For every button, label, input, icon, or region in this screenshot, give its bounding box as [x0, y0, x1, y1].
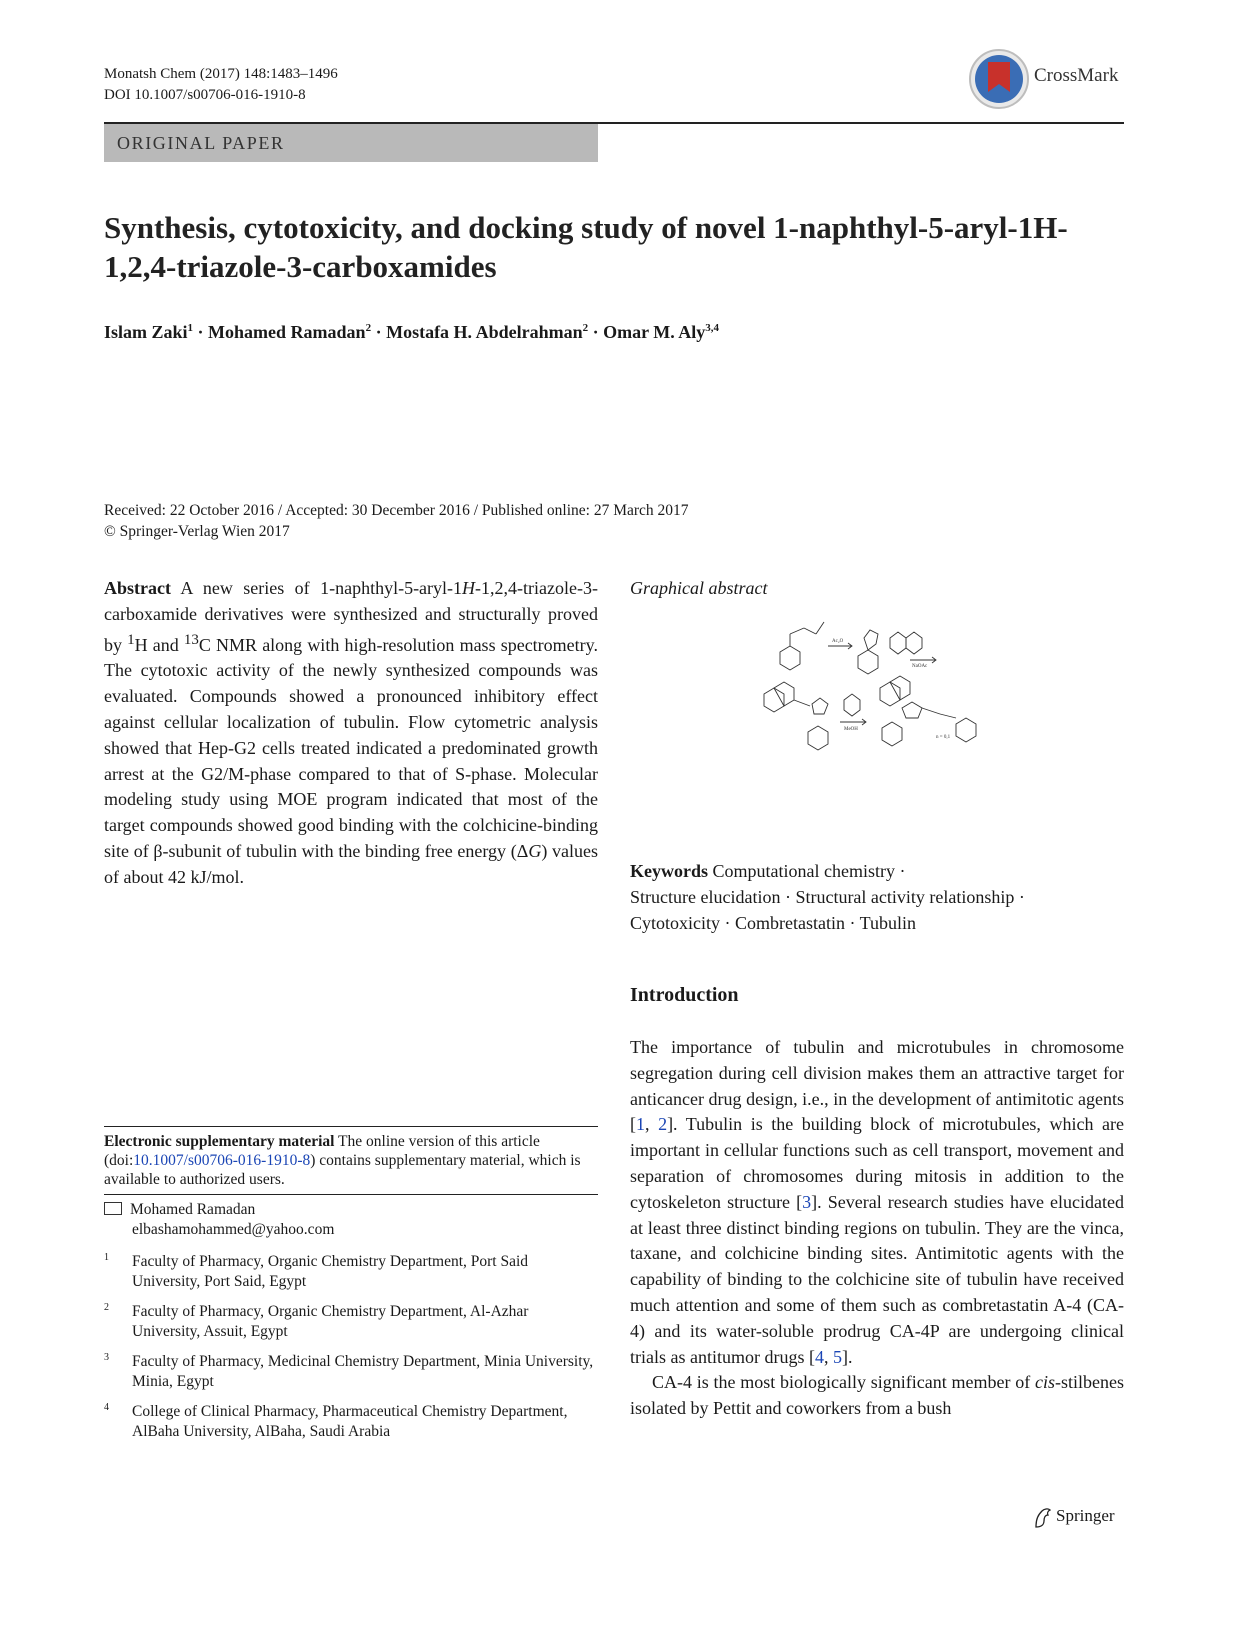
journal-name-volume: Monatsh Chem (2017) 148:1483–1496: [104, 66, 338, 82]
affiliation-text: Faculty of Pharmacy, Organic Chemistry Department, Al-Azhar University, Assuit, Egypt: [132, 1303, 529, 1340]
author-name[interactable]: Omar M. Aly: [603, 322, 706, 342]
body-text: ,: [645, 1114, 659, 1135]
body-text: ]. Tubulin is the building block of microtubules, which are important in cellular functions such as cell transport, movement and separation of chromosomes during mitosis in addition to the cytoskeleton structure [: [630, 1114, 1125, 1212]
citation-link[interactable]: 1: [636, 1114, 645, 1135]
reagent-label: Ac₂O: [832, 639, 844, 644]
author-affiliation-mark: 1: [187, 322, 194, 334]
paragraph: [630, 1370, 1124, 1422]
body-text: ].: [841, 1346, 853, 1367]
copyright-line: © Springer-Verlag Wien 2017: [104, 523, 290, 540]
benzene-ring: [780, 646, 800, 670]
publisher-logo: [1032, 1505, 1132, 1531]
corresponding-author: Mohamed Ramadan: [130, 1201, 256, 1218]
n-label: n = 0,1: [936, 735, 951, 740]
keywords-line: Cytotoxicity · Combretastatin · Tubulin: [630, 913, 917, 933]
springer-horse-icon: [1032, 1505, 1054, 1529]
abstract-text: A new series of 1-naphthyl-5-aryl-1: [170, 578, 463, 598]
abstract-superscript: 13: [183, 631, 199, 648]
citation-link[interactable]: 5: [832, 1346, 842, 1367]
abstract-text-italic: H: [462, 578, 476, 598]
body-text: ,: [823, 1346, 833, 1367]
abstract-text: H and: [134, 634, 184, 655]
citation-link[interactable]: 2: [658, 1114, 668, 1135]
crossmark-icon: [968, 48, 1030, 110]
correspondence-divider: [104, 1194, 598, 1195]
graphical-abstract-label: Graphical abstract: [630, 578, 768, 598]
affiliation-text: Faculty of Pharmacy, Medicinal Chemistry Department, Minia University, Minia, Egypt: [132, 1353, 594, 1390]
article-type-tag: ORIGINAL PAPER: [104, 124, 598, 162]
abstract-text-italic: G: [528, 840, 542, 861]
author-affiliation-mark: 2: [365, 322, 372, 334]
author-affiliation-mark: 3,4: [705, 322, 720, 334]
keywords-line: Computational chemistry ·: [708, 861, 906, 881]
affiliation-number: 2: [104, 1302, 109, 1313]
publication-dates: [104, 500, 689, 542]
esm-divider: [104, 1126, 598, 1127]
keywords: [630, 858, 1124, 936]
affiliation-number: 1: [104, 1252, 109, 1263]
body-text: The importance of tubulin and microtubules in chromosome segregation during cell division makes them an attractive target for anticancer drug design, i.e., in the development of antimitotic agents [: [630, 1037, 1124, 1135]
affiliation-number: 3: [104, 1352, 109, 1363]
journal-citation: [104, 64, 338, 106]
keywords-line: Structure elucidation · Structural activity relationship ·: [630, 887, 1025, 907]
abstract-text: ) values of about 42 kJ/mol.: [104, 840, 598, 887]
corresponding-email[interactable]: elbashamohammed@yahoo.com: [132, 1221, 335, 1238]
abstract-heading: Abstract: [104, 578, 171, 598]
article-title: Synthesis, cytotoxicity, and docking study of novel 1-naphthyl-5-aryl-1H-1,2,4-triazole-3-carboxamides: [104, 210, 1068, 284]
author-name[interactable]: Islam Zaki: [104, 322, 188, 342]
abstract-text: C NMR along with high-resolution mass spectrometry. The cytotoxic activity of the newly synthesized compounds was evaluated. Compounds showed a pronounced inhibitory effect against cellular localization of tubulin. Flow cytometric analysis showed that Hep-G2 cells treated indicated a predominated growth arrest at the G2/M-phase compared to that of S-phase. Molecular modeling study using MOE program indicated that most of the target compounds showed good binding with the colchicine-binding site of β-subunit of tubulin with the binding free energy (Δ: [104, 634, 598, 861]
author-name[interactable]: Mostafa H. Abdelrahman: [386, 322, 583, 342]
body-text-italic: cis: [1035, 1372, 1055, 1393]
citation-link[interactable]: 3: [802, 1191, 812, 1212]
crossmark-badge[interactable]: [968, 48, 1128, 110]
correspondence: [104, 1200, 334, 1240]
paragraph: [630, 1035, 1124, 1370]
esm-heading: Electronic supplementary material: [104, 1133, 335, 1150]
esm-text: The online version of this article (doi:: [104, 1133, 540, 1169]
author-affiliation-mark: 2: [582, 322, 589, 334]
body-text: ]. Several research studies have elucidated at least three distinct binding regions on tubulin. They are the vinca, taxane, and colchicine binding sites. Antimitotic agents with the capability of binding to the colchicine site of tubulin have received much attention and some of them such as combretastatin A-4 (CA-4) and its water-soluble prodrug CA-4P are undergoing clinical trials as antitumor drugs [: [630, 1191, 1124, 1367]
author-name[interactable]: Mohamed Ramadan: [208, 322, 366, 342]
esm-text: ) contains supplementary material, which is available to authorized users.: [104, 1152, 581, 1188]
doi-link[interactable]: 10.1007/s00706-016-1910-8: [133, 1152, 311, 1169]
reagent-label: NaOAc: [912, 664, 928, 669]
citation-link[interactable]: 4: [814, 1346, 824, 1367]
introduction-heading: Introduction: [630, 984, 739, 1006]
affiliation-text: College of Clinical Pharmacy, Pharmaceutical Chemistry Department, AlBaha University, AlBaha, Saudi Arabia: [132, 1403, 568, 1440]
supplementary-note: [104, 1132, 598, 1189]
introduction-body: [630, 1035, 1124, 1422]
abstract-text: -1,2,4-triazole-3-carboxamide derivatives were synthesized and structurally proved by: [104, 578, 598, 655]
reagent-label: MeOH: [844, 727, 858, 732]
history-dates: Received: 22 October 2016 / Accepted: 30 December 2016 / Published online: 27 March 2017: [104, 502, 689, 519]
abstract-superscript: 1: [127, 631, 135, 648]
crossmark-label: CrossMark: [1034, 65, 1119, 86]
graphical-abstract-scheme: [760, 612, 1016, 806]
affiliation-text: Faculty of Pharmacy, Organic Chemistry Department, Port Said University, Port Said, Egypt: [132, 1253, 529, 1290]
abstract: [104, 576, 598, 891]
keywords-heading: Keywords: [630, 861, 708, 881]
doi-line: DOI 10.1007/s00706-016-1910-8: [104, 87, 306, 103]
affiliation-number: 4: [104, 1402, 109, 1413]
publisher-name: Springer: [1056, 1506, 1115, 1525]
body-text: -stilbenes isolated by Pettit and coworkers from a bush: [630, 1372, 1124, 1419]
author-list: Islam Zaki$^1$ · Mohamed Ramadan$^2$ · Mostafa H. Abdelrahman$^2$ · Omar M. Aly$^{3,4}$: [104, 322, 720, 342]
envelope-icon: [104, 1202, 122, 1215]
body-text: CA-4 is the most biologically significant member of: [652, 1372, 1035, 1393]
